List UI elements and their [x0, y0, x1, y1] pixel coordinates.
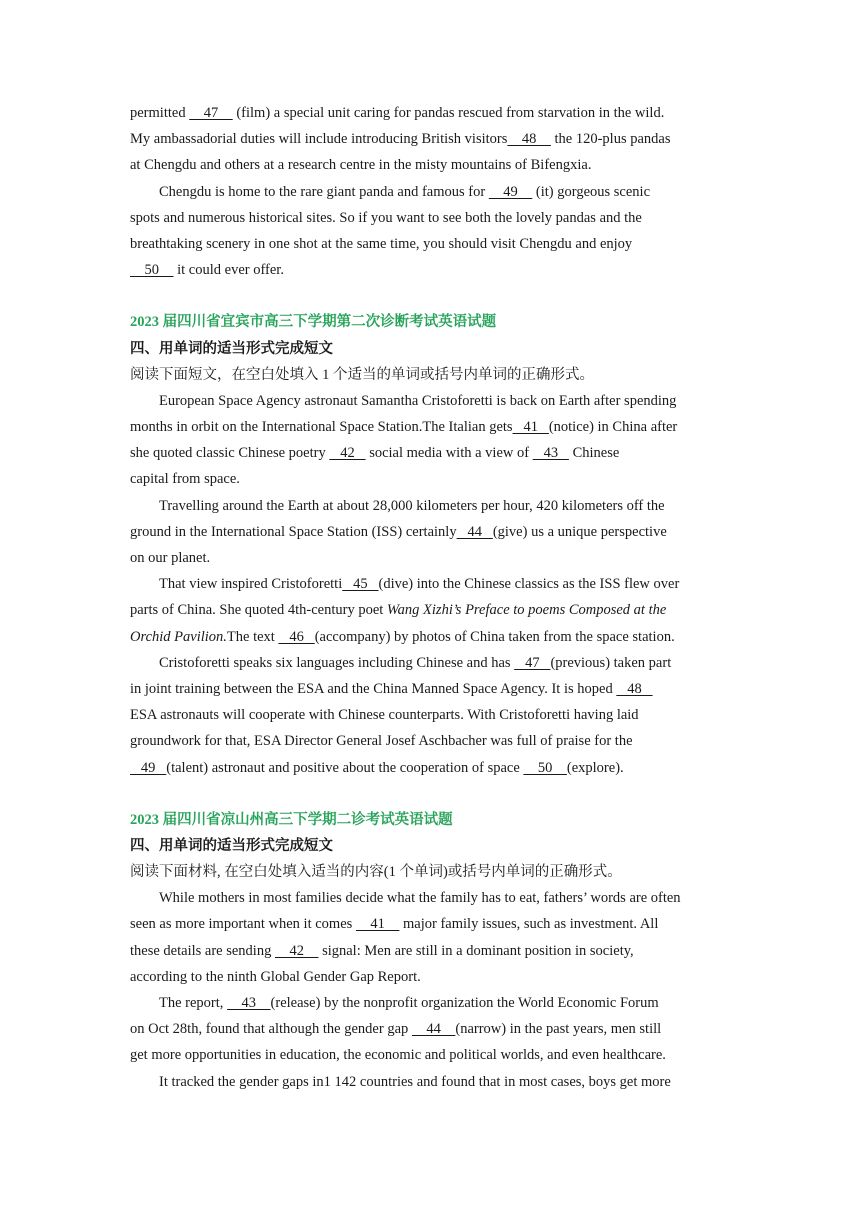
section-instruction: 阅读下面短文，在空白处填入 1 个适当的单词或括号内单词的正确形式。 — [130, 366, 594, 383]
blank-49[interactable]: 49 — [488, 183, 533, 200]
text-line: seen as more important when it comes 41 major family issues, such as investment. All — [130, 916, 659, 933]
text-line: according to the ninth Global Gender Gap Report. — [130, 968, 421, 985]
text-line: groundwork for that, ESA Director General Josef Aschbacher was full of praise for the — [130, 733, 633, 750]
blank-47[interactable]: 47 — [189, 105, 233, 121]
text-line: Travelling around the Earth at about 28,000 kilometers per hour, 420 kilometers off the — [159, 497, 665, 514]
blank-44[interactable]: 44 — [411, 1021, 456, 1038]
text-line: Chengdu is home to the rare giant panda and famous for 49 (it) gorgeous scenic — [159, 183, 651, 200]
blank-50[interactable]: 50 — [523, 759, 567, 776]
text-line: Orchid Pavilion.The text 46 (accompany) by photos of China taken from the space station. — [130, 628, 675, 645]
blank-43[interactable]: 43 — [532, 445, 569, 462]
blank-49[interactable]: 49 — [130, 759, 167, 776]
blank-48[interactable]: 48 — [616, 680, 653, 697]
section-heading: 四、用单词的适当形式完成短文 — [130, 340, 333, 357]
blank-41[interactable]: 41 — [512, 419, 549, 436]
section-title: 2023 届四川省凉山州高三下学期二诊考试英语试题 — [130, 811, 453, 828]
text-line: get more opportunities in education, the economic and political worlds, and even healthcare. — [130, 1047, 666, 1064]
section-heading: 四、用单词的适当形式完成短文 — [130, 837, 333, 854]
blank-44[interactable]: 44 — [456, 523, 493, 540]
text-line: permitted 47 (film) a special unit caring for pandas rescued from starvation in the wild. — [130, 105, 665, 121]
text-line: breathtaking scenery in one shot at the same time, you should visit Chengdu and enjoy — [130, 235, 633, 252]
blank-47[interactable]: 47 — [514, 654, 551, 671]
text-line: European Space Agency astronaut Samantha Cristoforetti is back on Earth after spending — [159, 392, 677, 409]
text-line: ESA astronauts will cooperate with Chinese counterparts. With Cristoforetti having laid — [130, 707, 639, 724]
blank-46[interactable]: 46 — [278, 628, 315, 645]
text-line: ground in the International Space Station (ISS) certainly 44 (give) us a unique perspective — [130, 523, 667, 540]
italic-title: Wang Xizhi’s Preface to poems Composed at the — [386, 602, 667, 619]
text-line: My ambassadorial duties will include introducing British visitors 48 the 120-plus pandas — [130, 131, 671, 148]
section-instruction: 阅读下面材料, 在空白处填入适当的内容(1 个单词)或括号内单词的正确形式。 — [130, 864, 622, 881]
text-line: The report, 43 (release) by the nonprofit organization the World Economic Forum — [159, 995, 659, 1011]
section-title: 2023 届四川省宜宾市高三下学期第二次诊断考试英语试题 — [130, 314, 497, 331]
text-line: months in orbit on the International Space Station.The Italian gets 41 (notice) in China after — [130, 419, 678, 436]
text-line: capital from space. — [130, 471, 240, 488]
text-line: in joint training between the ESA and the China Manned Space Agency. It is hoped 48 — [130, 680, 653, 697]
text-line: That view inspired Cristoforetti 45 (dive) into the Chinese classics as the ISS flew over — [159, 576, 680, 593]
blank-48[interactable]: 48 — [507, 131, 551, 148]
text-line: at Chengdu and others at a research centre in the misty mountains of Bifengxia. — [130, 157, 592, 174]
text-line: 49 (talent) astronaut and positive about the cooperation of space 50 (explore). — [130, 759, 624, 776]
blank-42[interactable]: 42 — [274, 942, 319, 959]
text-line: While mothers in most families decide what the family has to eat, fathers’ words are often — [159, 890, 681, 907]
text-line: on our planet. — [130, 550, 211, 566]
text-line: on Oct 28th, found that although the gender gap 44 (narrow) in the past years, men still — [130, 1021, 662, 1038]
document-content — [130, 100, 730, 1095]
blank-45[interactable]: 45 — [342, 576, 379, 593]
blank-50[interactable]: 50 — [130, 262, 174, 279]
text-line: spots and numerous historical sites. So if you want to see both the lovely pandas and the — [130, 209, 642, 226]
text-line: she quoted classic Chinese poetry 42 social media with a view of 43 Chinese — [130, 445, 620, 462]
text-line: Cristoforetti speaks six languages including Chinese and has 47 (previous) taken part — [159, 654, 672, 671]
blank-43[interactable]: 43 — [227, 995, 271, 1011]
italic-title: Orchid Pavilion. — [130, 628, 227, 645]
text-line: It tracked the gender gaps in1 142 countries and found that in most cases, boys get more — [159, 1073, 671, 1090]
blank-42[interactable]: 42 — [329, 445, 366, 462]
text-line: parts of China. She quoted 4th-century poet Wang Xizhi’s Preface to poems Composed at the — [130, 602, 667, 619]
text-line: 50 it could ever offer. — [130, 262, 284, 279]
blank-41[interactable]: 41 — [355, 916, 400, 933]
text-line: these details are sending 42 signal: Men are still in a dominant position in society, — [130, 942, 634, 959]
